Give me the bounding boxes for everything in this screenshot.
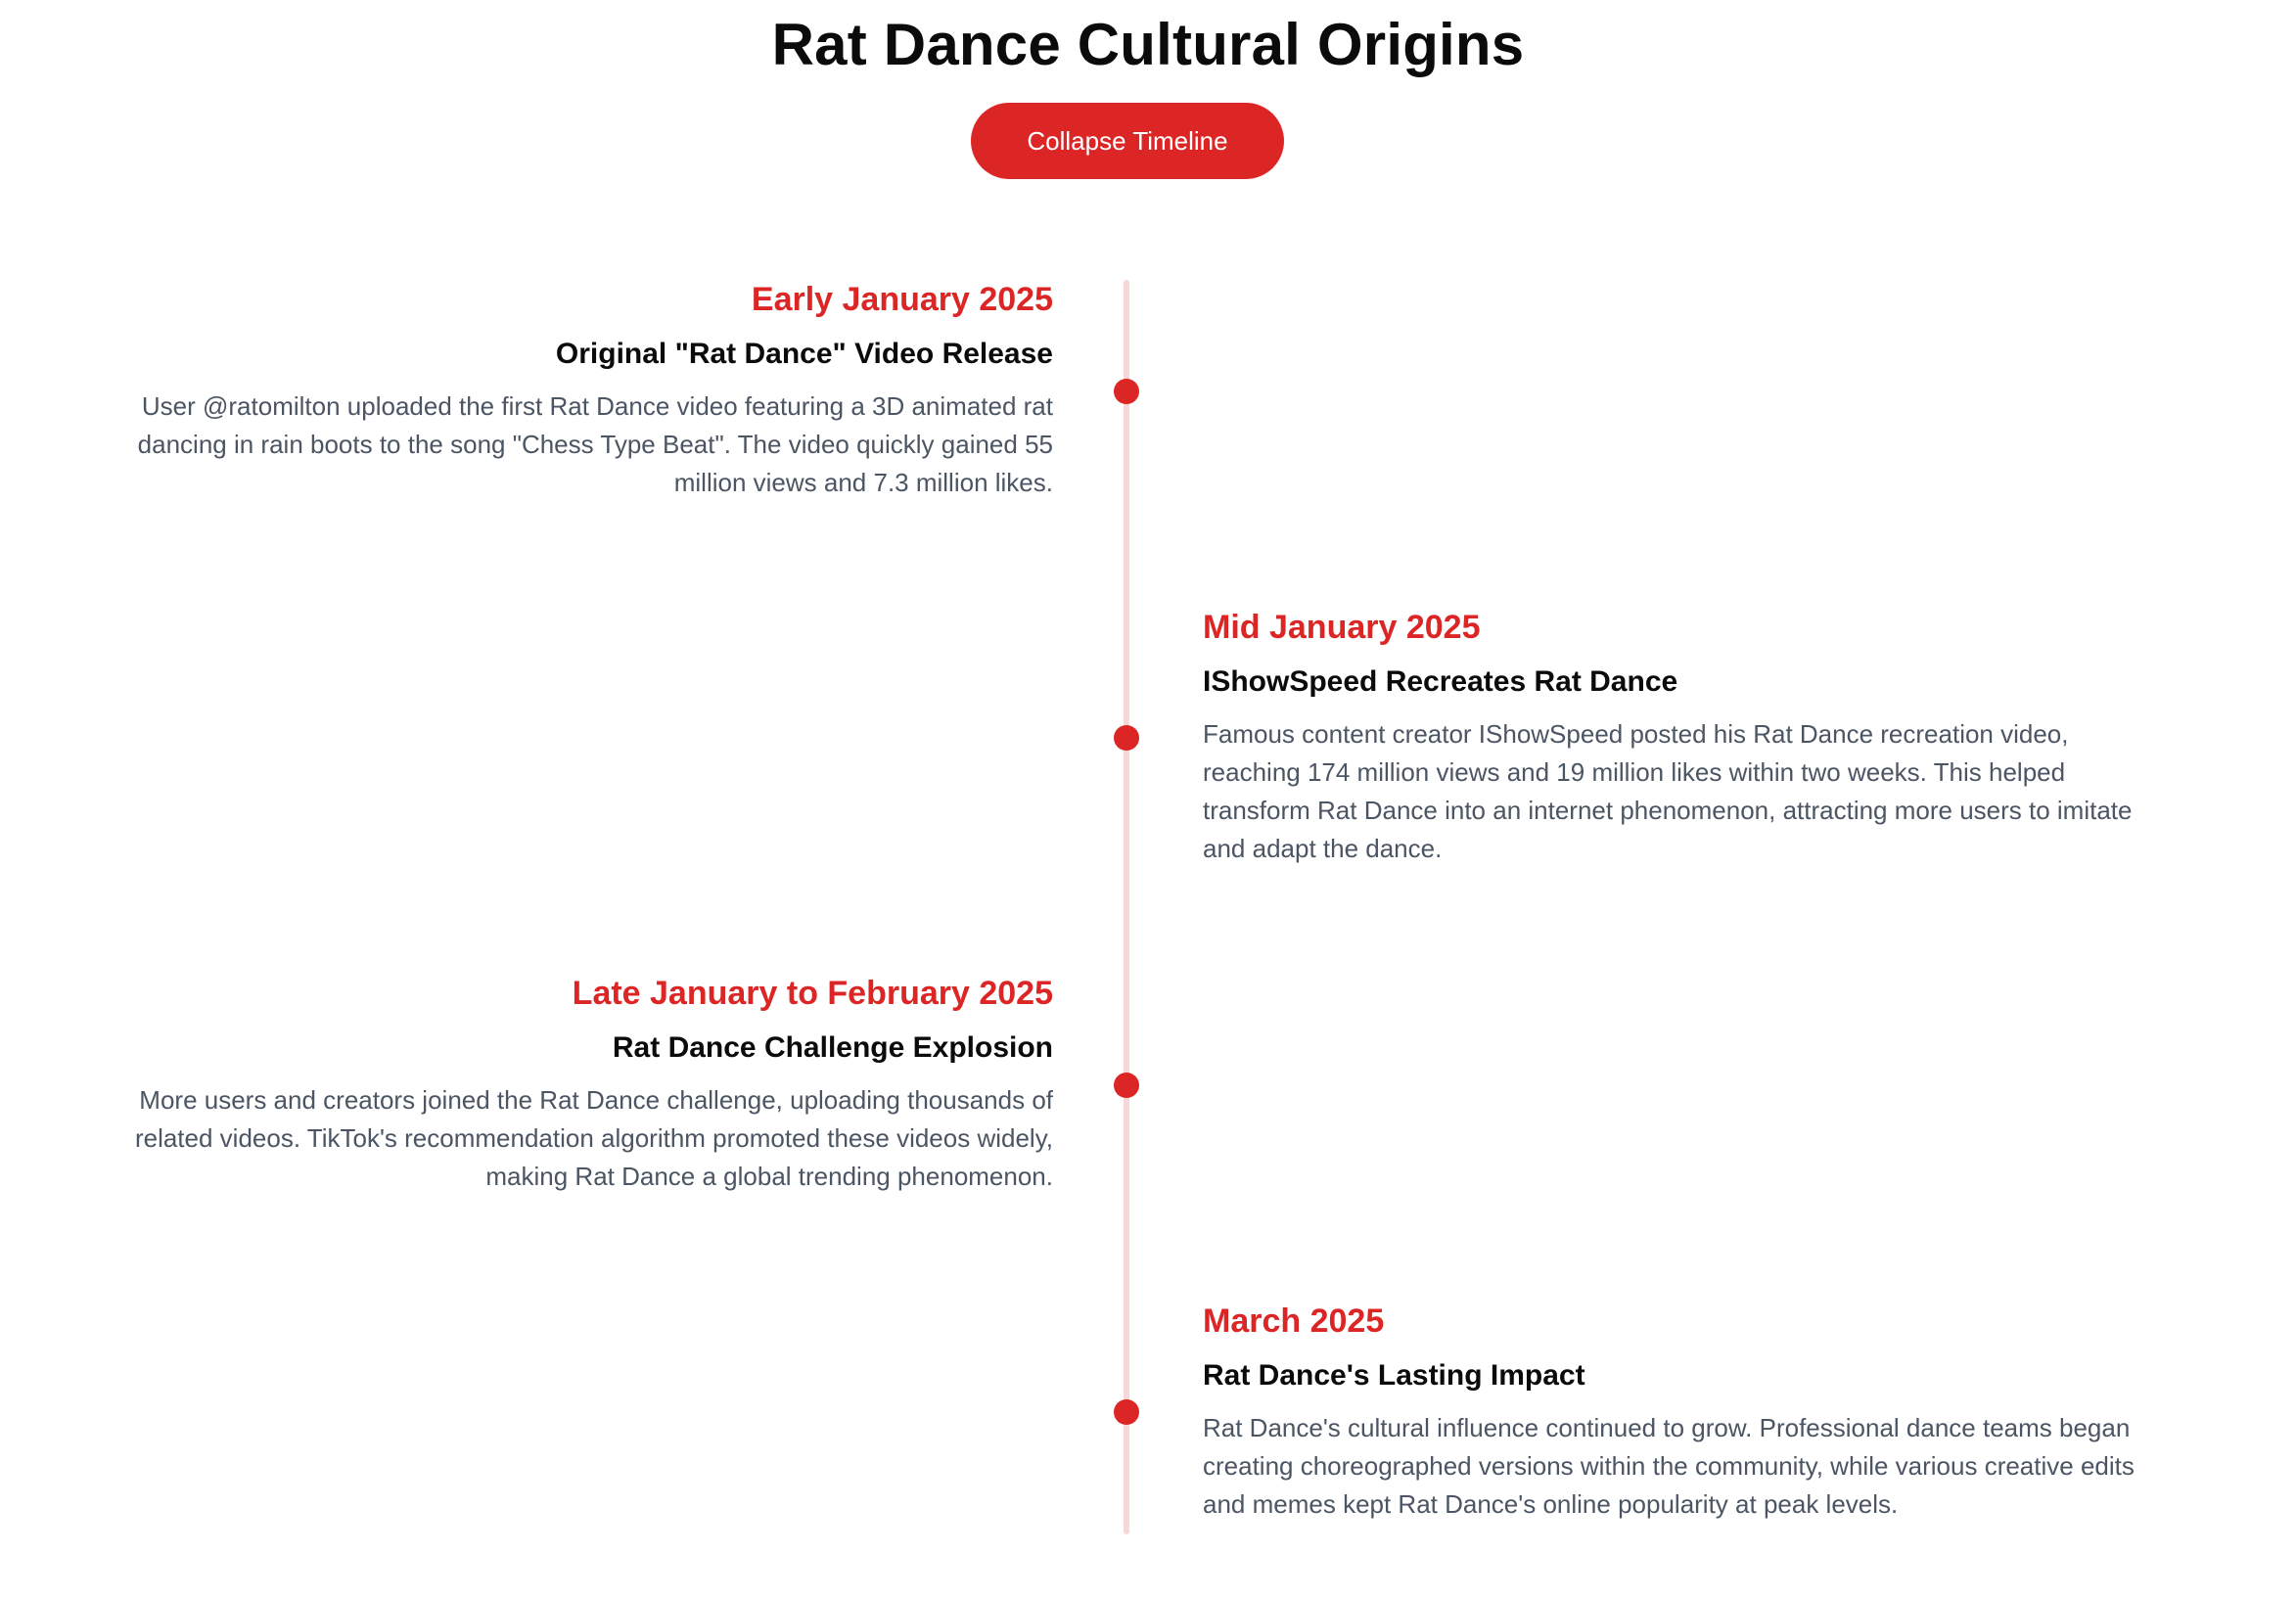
timeline-event [98,278,1053,502]
event-title: Rat Dance Challenge Explosion [612,1031,1053,1064]
page-title: Rat Dance Cultural Origins [771,12,1525,77]
timeline-dot [1114,1399,1139,1425]
event-title: Original "Rat Dance" Video Release [555,338,1053,370]
event-description: User @ratomilton uploaded the first Rat Dance video featuring a 3D animated rat dancing in rain boots to the song "Chess Type Beat". The video quickly gained 55 million views and 7.3 million likes. [137,391,1053,497]
timeline-event [1203,1300,2142,1524]
event-date: Early January 2025 [751,281,1053,318]
collapse-timeline-button[interactable]: Collapse Timeline [971,103,1284,179]
event-title: Rat Dance's Lasting Impact [1203,1359,1585,1392]
event-title: IShowSpeed Recreates Rat Dance [1203,665,1678,698]
timeline-dot [1114,379,1139,404]
event-date: Mid January 2025 [1203,609,1481,646]
timeline-event [98,972,1053,1196]
timeline-dot [1114,725,1139,751]
event-description: Rat Dance's cultural influence continued to grow. Professional dance teams began creating choreographed versions within the community, while various creative edits and memes kept Rat Dance's online popularity at peak levels. [1203,1413,2135,1519]
timeline-event [1203,606,2142,868]
event-date: Late January to February 2025 [572,975,1053,1012]
timeline-dot [1114,1073,1139,1098]
event-description: More users and creators joined the Rat Dance challenge, uploading thousands of related videos. TikTok's recommendation algorithm promoted these videos widely, making Rat Dance a global trending phenomenon. [134,1085,1053,1191]
event-date: March 2025 [1203,1302,1385,1340]
timeline-line [1124,280,1129,1534]
event-description: Famous content creator IShowSpeed posted his Rat Dance recreation video, reaching 174 million views and 19 million likes within two weeks. This helped transform Rat Dance into an internet phenomenon, attracting more users to imitate and adapt the dance. [1203,719,2133,863]
